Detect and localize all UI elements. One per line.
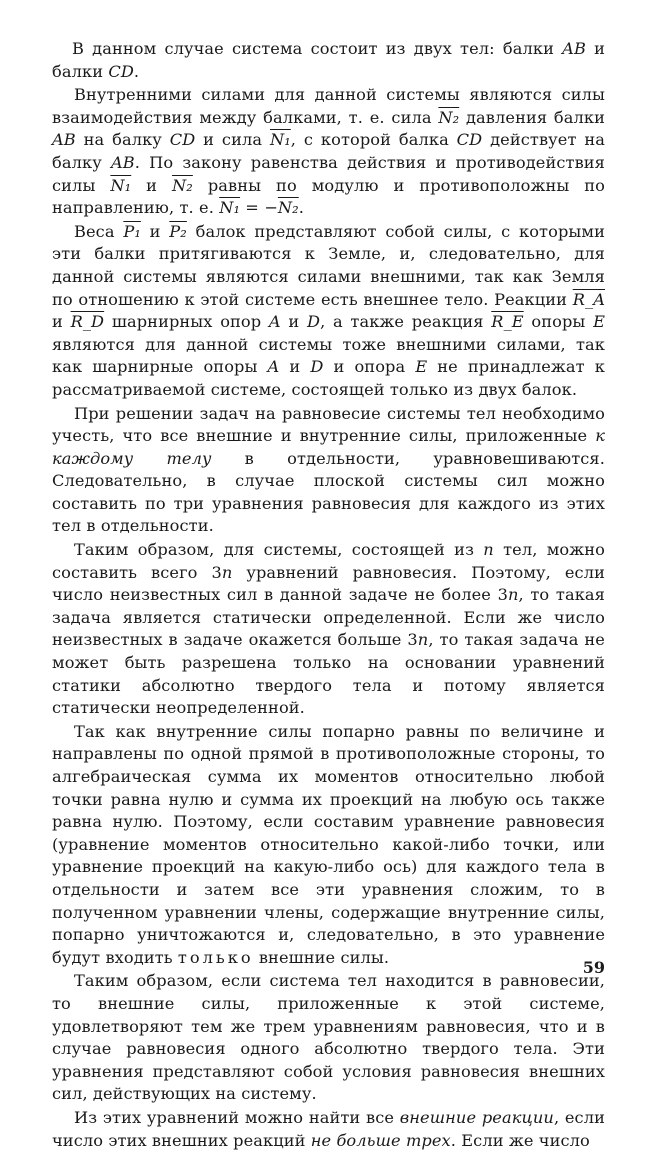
italic-text: E bbox=[593, 312, 605, 332]
text-run: , то такая задача не может быть разрешена только на основании уравнений статики абсолютно твердого тела и потому является статически неопределенной. bbox=[52, 630, 605, 718]
text-run: уравнений равновесия. Поэтому, если число неизвестных сил в данной задаче не более 3 bbox=[52, 562, 605, 605]
italic-text: E bbox=[415, 357, 428, 377]
body-text bbox=[52, 38, 605, 1152]
text-run: . bbox=[298, 198, 304, 218]
vector-symbol: N₁ bbox=[110, 175, 132, 195]
italic-text: A bbox=[267, 357, 280, 377]
vector-symbol: R_E bbox=[491, 312, 524, 332]
text-run: В данном случае система состоит из двух тел: балки bbox=[72, 39, 563, 58]
text-run: и bbox=[140, 221, 170, 241]
text-run: Так как внутренние силы попарно равны по величине и направлены по одной прямой в противоположные стороны, то алгебраическая сумма их моментов относительно любой точки равна нулю и сумма их проекций на любую ось также равна нулю. Поэтому, если составим уравнение равновесия (уравнение моментов относительно какой-либо точки, или уравнение проекций на какую-либо ось) для каждого тела в отдельности и затем все эти уравнения сложим, то в полученном уравнении члены, содержащие внутренние силы, попарно уничтожаются и, следовательно, в это уравнение будут входить bbox=[52, 721, 605, 967]
italic-text: не больше трех bbox=[310, 1130, 451, 1150]
italic-text: D bbox=[306, 312, 321, 332]
text-run: , с которой балка bbox=[290, 130, 457, 150]
vector-symbol: N₂ bbox=[438, 107, 460, 127]
text-run: Таким образом, для системы, состоящей из bbox=[74, 540, 484, 560]
vector-symbol: N₁ bbox=[219, 198, 241, 218]
text-run: . bbox=[133, 61, 140, 81]
text-run: и сила bbox=[195, 130, 270, 150]
italic-text: CD bbox=[456, 130, 483, 150]
page-number: 59 bbox=[582, 958, 605, 977]
text-run: , а также реакция bbox=[320, 312, 492, 332]
text-run: . Если же число bbox=[450, 1130, 590, 1150]
paragraph bbox=[52, 403, 605, 539]
vector-symbol: R_A bbox=[572, 289, 605, 309]
italic-text: к каждому телу bbox=[52, 426, 605, 468]
text-run: и балки bbox=[52, 39, 606, 81]
italic-text: n bbox=[221, 562, 233, 582]
text-run: балок представляют собой силы, с которыми эти балки притягиваются к Земле, и, следовательно, для данной системы являются силами внешними, так как Земля по отношению к этой системе есть внешнее тело. Реакции bbox=[52, 221, 605, 309]
text-run: внешние силы. bbox=[253, 947, 390, 967]
text-run: = − bbox=[240, 198, 278, 218]
spaced-emphasis: только bbox=[177, 947, 254, 967]
text-run: , если число этих внешних реакций bbox=[52, 1107, 605, 1150]
vector-symbol: R_D bbox=[70, 312, 105, 332]
italic-text: CD bbox=[108, 61, 134, 81]
paragraph bbox=[52, 1107, 605, 1152]
italic-text: n bbox=[507, 585, 519, 605]
text-run: на балку bbox=[75, 130, 170, 150]
italic-text: A bbox=[268, 312, 281, 332]
paragraph bbox=[52, 84, 605, 220]
paragraph bbox=[52, 539, 605, 720]
text-run: Веса bbox=[74, 221, 124, 241]
text-run: Из этих уравнений можно найти все bbox=[74, 1107, 400, 1127]
text-run: . По закону равенства действия и противодействия силы bbox=[52, 152, 605, 195]
text-run: Таким образом, если система тел находится в равновесии, то внешние силы, приложенные к этой системе, удовлетворяют тем же трем уравнениям равновесия, что и в случае равновесия одного абсолютно твердого тела. Эти уравнения представляют собой условия равновесия внешних сил, действующих на систему. bbox=[52, 971, 605, 1104]
vector-symbol: N₁ bbox=[269, 130, 291, 150]
italic-text: AB bbox=[110, 152, 135, 172]
paragraph bbox=[52, 970, 605, 1106]
vector-symbol: N₂ bbox=[277, 198, 299, 218]
paragraph bbox=[52, 38, 605, 83]
text-run: шарнирных опор bbox=[104, 312, 269, 332]
text-run: Внутренними силами для данной системы являются силы взаимодействия между балками, т. е. сила bbox=[52, 85, 605, 127]
text-run: в отдельности, уравновешиваются. Следовательно, в случае плоской системы сил можно составить по три уравнения равновесия для каждого из этих тел в отдельности. bbox=[52, 448, 605, 536]
paragraph bbox=[52, 721, 605, 970]
text-run: опоры bbox=[523, 312, 594, 332]
italic-text: внешние реакции bbox=[399, 1107, 554, 1127]
text-run: равны по модулю и противоположны по направлению, т. е. bbox=[52, 175, 606, 218]
italic-text: AB bbox=[52, 130, 76, 150]
vector-symbol: N₂ bbox=[172, 175, 193, 195]
text-run: тел, можно составить всего 3 bbox=[52, 540, 605, 582]
vector-symbol: P₁ bbox=[123, 221, 141, 241]
text-run: действует на балку bbox=[52, 130, 605, 172]
text-run: и bbox=[52, 312, 71, 332]
paragraph bbox=[52, 221, 605, 402]
italic-text: D bbox=[310, 357, 324, 377]
text-run: При решении задач на равновесие системы тел необходимо учесть, что все внешние и внутренние силы, приложенные bbox=[52, 403, 605, 446]
vector-symbol: P₂ bbox=[169, 221, 187, 241]
text-run: давления балки bbox=[459, 107, 605, 127]
text-run: и опора bbox=[323, 357, 416, 377]
italic-text: n bbox=[417, 630, 429, 650]
text-run: и bbox=[279, 357, 311, 377]
italic-text: n bbox=[483, 540, 494, 560]
text-run: являются для данной системы тоже внешними силами, так как шарнирные опоры bbox=[52, 334, 605, 377]
text-run: , то такая задача является статически определенной. Если же число неизвестных в задаче окажется больше 3 bbox=[52, 585, 605, 650]
italic-text: AB bbox=[562, 39, 586, 58]
italic-text: CD bbox=[169, 130, 196, 150]
text-run: и bbox=[280, 312, 307, 332]
text-run: и bbox=[131, 175, 173, 195]
text-run: не принадлежат к рассматриваемой системе, состоящей только из двух балок. bbox=[52, 357, 605, 399]
